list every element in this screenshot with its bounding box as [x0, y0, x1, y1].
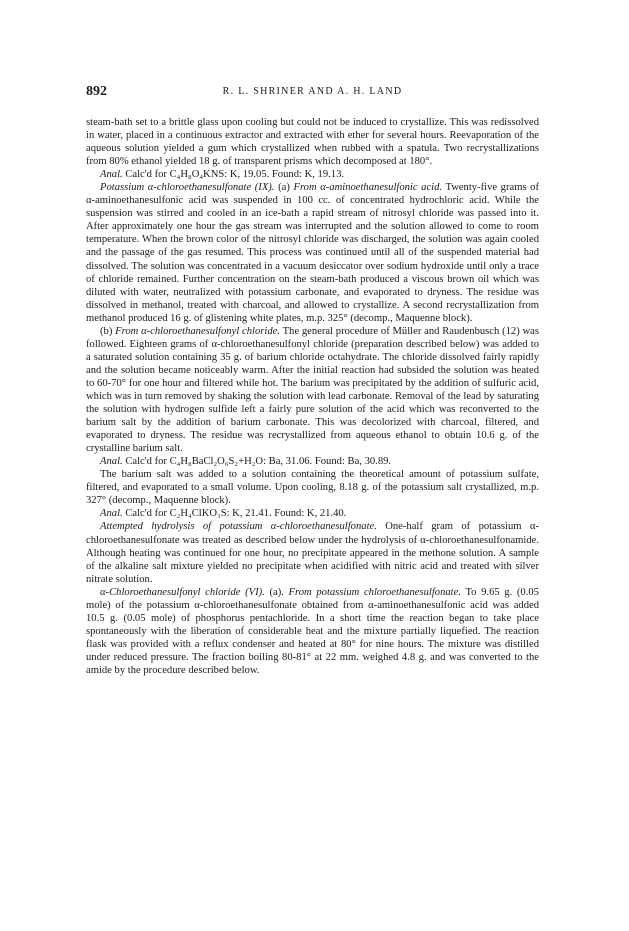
section-heading: Attempted hydrolysis of potassium α-chloroethanesulfonate. — [100, 521, 377, 533]
paragraph — [86, 181, 539, 325]
paragraph — [86, 520, 539, 585]
paragraph-text: The barium salt was added to a solution containing the theoretical amount of potassium sulfate, filtered, and evaporated to a small volume. Upon cooling, 8.18 g. of the potassium salt crystallized, m.p. 327° (decomp., Maquenne block). — [86, 469, 539, 507]
paragraph — [86, 455, 539, 468]
paragraph-text: Twenty-five grams of α-aminoethanesulfonic acid was suspended in 100 cc. of concentrated hydrochloric acid. While the suspension was stirred and cooled in an ice-bath a rapid stream of nitrosyl chloride was passed into it. After approximately one hour the gas stream was interrupted and the solution allowed to come to room temperature. When the brown color of the nitrosyl chloride was discharged, the solution was again cooled and the passage of the gas resumed. This process was continued until all of the suspended material had dissolved. The solution was concentrated in a vacuum desiccator over sodium hydroxide until only a trace of chloride remained. Further concentration on the steam-bath produced a viscous brown oil which was diluted with water, neutralized with potassium carbonate, and evaporated to dryness. The residue was dissolved in methanol, treated with charcoal, and allowed to crystallize. A second recrystallization from methanol produced 16 g. of glistening white plates, m.p. 325° (decomp., Maquenne block). — [86, 182, 539, 324]
analysis-label: Anal. — [100, 456, 123, 468]
analysis-label: Anal. — [100, 508, 123, 520]
subsection-marker: (a). — [269, 586, 284, 598]
paragraph-text: Calc'd for C₄H₈BaCl₂O₆S₂+H₂O: Ba, 31.06. Found: Ba, 30.89. — [125, 456, 392, 468]
page-header — [86, 84, 539, 100]
subsection-heading: From α-chloroethanesulfonyl chloride. — [115, 325, 280, 337]
paragraph-text: Calc'd for C₂H₄ClKO₃S: K, 21.41. Found: K, 21.40. — [125, 508, 347, 520]
paragraph-text: To 9.65 g. (0.05 mole) of the potassium α-chloroethanesulfonate obtained from α-aminoethanesulfonic acid was added 10.5 g. (0.05 mole) of phosphorus pentachloride. In a short time the reaction began to take place spontaneously with the liberation of considerable heat and the mixture partially liquefied. The reaction flask was provided with a reflux condenser and heated at 80° for nine hours. The mixture was distilled under reduced pressure. The fraction boiling 80-81° at 22 mm. weighed 4.8 g. and was converted to the amide by the procedure described below. — [86, 586, 539, 676]
subsection-marker: (b) — [100, 325, 113, 337]
paragraph — [86, 116, 539, 168]
paragraph — [86, 586, 539, 677]
paragraph-text: The general procedure of Müller and Raudenbusch (12) was followed. Eighteen grams of α-chloroethanesulfonyl chloride (preparation described below) was added to a saturated solution containing 35 g. of barium chloride octahydrate. The chloride dissolved fairly rapidly and the solution became noticeably warm. After the initial reaction had subsided the solution was heated to 60-70° for one hour and filtered while hot. The barium was precipitated by the addition of sulfuric acid, which was in turn removed by shaking the solution with lead carbonate. Removal of the lead by saturating the solution with hydrogen sulfide left a fairly pure solution of the acid which was reconverted to the barium salt by the addition of barium carbonate. This was decolorized with charcoal, filtered, and evaporated to dryness. The residue was recrystallized from aqueous ethanol to obtain 10.6 g. of the crystalline barium salt. — [86, 325, 539, 455]
page-number: 892 — [86, 84, 107, 99]
subsection-heading: From potassium chloroethanesulfonate. — [288, 586, 461, 598]
analysis-label: Anal. — [100, 169, 123, 181]
section-heading: Potassium α-chloroethanesulfonate (IX). — [100, 182, 275, 194]
paragraph — [86, 325, 539, 455]
paragraph — [86, 507, 539, 520]
paragraph — [86, 468, 539, 507]
paragraph-text: Calc'd for C₄H₈O₄KNS: K, 19.05. Found: K, 19.13. — [125, 169, 345, 181]
body-text — [86, 116, 539, 677]
subsection-marker: (a) — [278, 182, 290, 194]
paragraph-text: One-half gram of potassium α-chloroethanesulfonate was treated as described below under the hydrolysis of α-chloroethanesulfonamide. Although heating was continued for one hour, no precipitate appeared in the methone solution. A sample of the alkaline salt mixture yielded no precipitate when acidified with nitric acid and treated with silver nitrate solution. — [86, 521, 539, 585]
section-heading: α-Chloroethanesulfonyl chloride (VI). — [100, 586, 265, 598]
running-head: R. L. SHRINER AND A. H. LAND — [222, 86, 403, 97]
paragraph — [86, 168, 539, 181]
paragraph-text: steam-bath set to a brittle glass upon cooling but could not be induced to crystallize. This was redissolved in water, placed in a continuous extractor and extracted with ether for several hours. Reevaporation of the aqueous solution yielded a gum which crystallized when rubbed with a spatula. Two recrystallizations from 80% ethanol yielded 18 g. of transparent prisms which decomposed at 180°. — [86, 117, 539, 168]
subsection-heading: From α-aminoethanesulfonic acid. — [293, 182, 443, 194]
